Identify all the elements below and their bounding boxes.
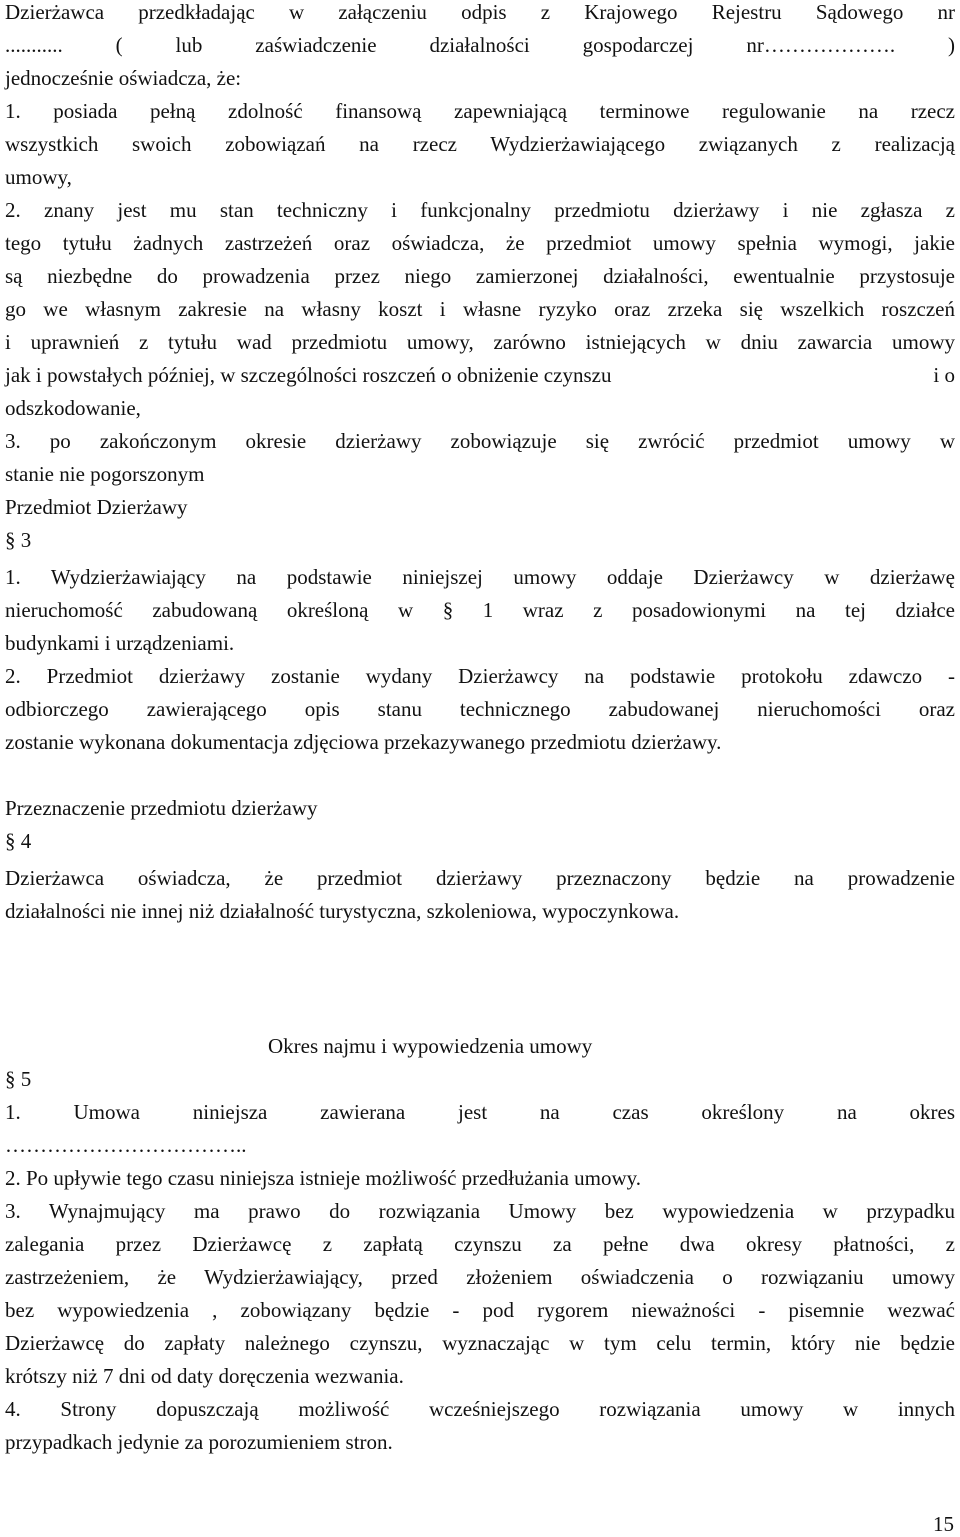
text-line: 1. posiada pełną zdolność finansową zapewniającą terminowe regulowanie na rzecz — [5, 99, 955, 123]
text-line-end: i o — [933, 363, 955, 387]
text-line: jak i powstałych później, w szczególności roszczeń o obniżenie czynszu — [5, 363, 612, 387]
text-line: ........... ( lub zaświadczenie działalności gospodarczej nr………………. ) — [5, 33, 955, 57]
text-line: Dzierżawca oświadcza, że przedmiot dzierżawy przeznaczony będzie na prowadzenie — [5, 866, 955, 890]
text-line: Dzierżawca przedkładając w załączeniu odpis z Krajowego Rejestru Sądowego nr — [5, 0, 955, 24]
text-line: 1. Umowa niniejsza zawierana jest na czas określony na okres — [5, 1100, 955, 1124]
section-heading: Przedmiot Dzierżawy — [5, 495, 188, 519]
text-line: zostanie wykonana dokumentacja zdjęciowa przekazywanego przedmiotu dzierżawy. — [5, 730, 722, 754]
paragraph-symbol: § 5 — [5, 1067, 32, 1091]
section-heading: Przeznaczenie przedmiotu dzierżawy — [5, 796, 318, 820]
text-line: zastrzeżeniem, że Wydzierżawiający, przed złożeniem oświadczenia o rozwiązaniu umowy — [5, 1265, 955, 1289]
text-line: odszkodowanie, — [5, 396, 141, 420]
text-line: 3. Wynajmujący ma prawo do rozwiązania Umowy bez wypowiedzenia w przypadku — [5, 1199, 955, 1223]
text-line: wszystkich swoich zobowiązań na rzecz Wydzierżawiającego związanych z realizacją — [5, 132, 955, 156]
paragraph-symbol: § 3 — [5, 528, 32, 552]
section-heading: Okres najmu i wypowiedzenia umowy — [268, 1034, 593, 1058]
text-line: odbiorczego zawierającego opis stanu technicznego zabudowanej nieruchomości oraz — [5, 697, 955, 721]
text-line: tego tytułu żadnych zastrzeżeń oraz oświadcza, że przedmiot umowy spełnia wymogi, jakie — [5, 231, 955, 255]
text-line: są niezbędne do prowadzenia przez niego zamierzonej działalności, ewentualnie przystosuje — [5, 264, 955, 288]
text-line: zalegania przez Dzierżawcę z zapłatą czynszu za pełne dwa okresy płatności, z — [5, 1232, 955, 1256]
text-line: 4. Strony dopuszczają możliwość wcześniejszego rozwiązania umowy w innych — [5, 1397, 955, 1421]
text-line: krótszy niż 7 dni od daty doręczenia wezwania. — [5, 1364, 404, 1388]
text-line: nieruchomość zabudowaną określoną w § 1 wraz z posadowionymi na tej działce — [5, 598, 955, 622]
text-line: i uprawnień z tytułu wad przedmiotu umowy, zarówno istniejących w dniu zawarcia umowy — [5, 330, 955, 354]
page-number: 15 — [933, 1512, 954, 1536]
text-line: umowy, — [5, 165, 72, 189]
text-line: budynkami i urządzeniami. — [5, 631, 235, 655]
text-line: 1. Wydzierżawiający na podstawie niniejszej umowy oddaje Dzierżawcy w dzierżawę — [5, 565, 955, 589]
text-line: przypadkach jedynie za porozumieniem stron. — [5, 1430, 393, 1454]
text-line: stanie nie pogorszonym — [5, 462, 205, 486]
text-line: działalności nie innej niż działalność turystyczna, szkoleniowa, wypoczynkowa. — [5, 899, 680, 923]
text-line: go we własnym zakresie na własny koszt i własne ryzyko oraz zrzeka się wszelkich roszczeń — [5, 297, 955, 321]
text-line: 2. Przedmiot dzierżawy zostanie wydany Dzierżawcy na podstawie protokołu zdawczo - — [5, 664, 955, 688]
paragraph-symbol: § 4 — [5, 829, 32, 853]
text-line: bez wypowiedzenia , zobowiązany będzie - pod rygorem nieważności - pisemnie wezwać — [5, 1298, 955, 1322]
text-line: 3. po zakończonym okresie dzierżawy zobowiązuje się zwrócić przedmiot umowy w — [5, 429, 955, 453]
text-line: …………………………….. — [5, 1133, 247, 1157]
text-line: Dzierżawcę do zapłaty należnego czynszu, wyznaczając w tym celu termin, który nie będzie — [5, 1331, 955, 1355]
text-line: 2. znany jest mu stan techniczny i funkcjonalny przedmiotu dzierżawy i nie zgłasza z — [5, 198, 955, 222]
text-line: 2. Po upływie tego czasu niniejsza istnieje możliwość przedłużania umowy. — [5, 1166, 642, 1190]
text-line: jednocześnie oświadcza, że: — [5, 66, 242, 90]
